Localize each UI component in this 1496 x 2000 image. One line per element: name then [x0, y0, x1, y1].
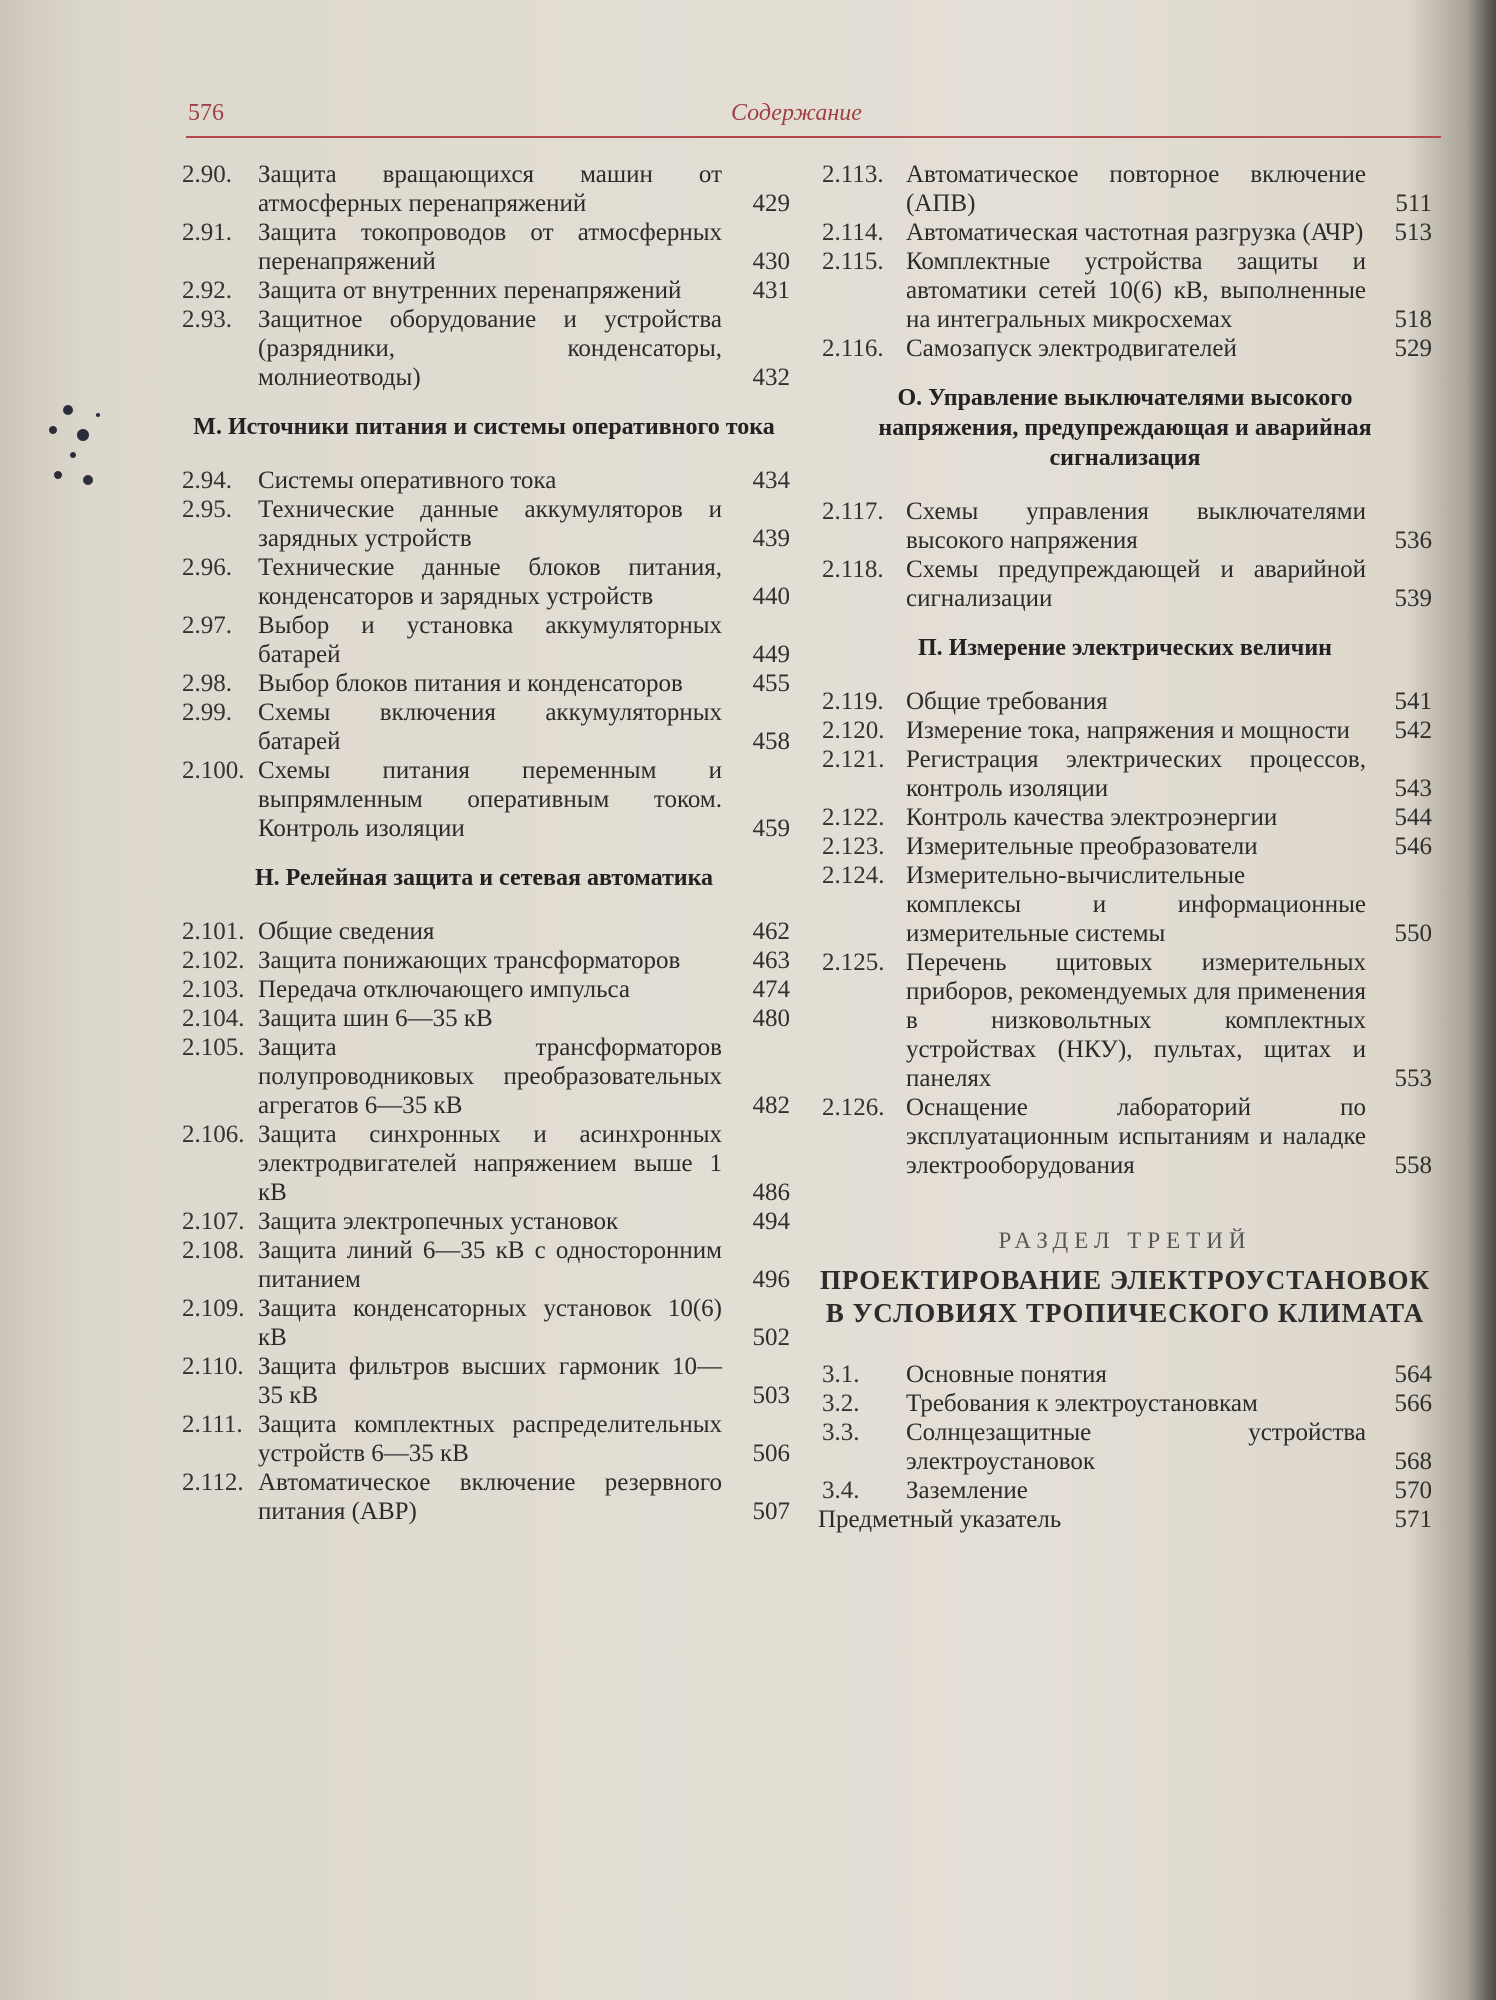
entry-page: 541 — [1394, 688, 1432, 715]
toc-entry[interactable] — [178, 975, 790, 1004]
entry-number: 2.99. — [182, 699, 232, 726]
toc-entry[interactable] — [818, 218, 1432, 247]
entry-number: 2.118. — [822, 556, 884, 583]
right-top-entries — [818, 160, 1432, 363]
toc-entry[interactable] — [818, 803, 1432, 832]
entry-page: 570 — [1394, 1477, 1432, 1504]
entry-number: 2.111. — [182, 1411, 243, 1438]
toc-entry[interactable] — [178, 1352, 790, 1410]
section-heading-m: М. Источники питания и системы оперативного тока — [193, 414, 775, 440]
part-label: РАЗДЕЛ ТРЕТИЙ — [998, 1228, 1252, 1253]
toc-entry[interactable] — [178, 1468, 790, 1526]
entry-title: Перечень щитовых измерительных приборов, рекомендуемых для применения в низковольтных комплектных устройствах (НКУ), пультах, щитах и панелях — [906, 949, 1366, 1092]
entry-title: Схемы управления выключателями высокого напряжения — [906, 498, 1366, 554]
entry-page: 566 — [1394, 1390, 1432, 1417]
entry-number: 3.3. — [822, 1419, 860, 1446]
entry-page: 558 — [1394, 1152, 1432, 1179]
toc-entry[interactable] — [818, 334, 1432, 363]
entry-page: 459 — [752, 815, 790, 842]
entry-number: 2.97. — [182, 612, 232, 639]
entry-number: 2.126. — [822, 1094, 885, 1121]
toc-right-column — [818, 160, 1432, 1534]
toc-entry[interactable] — [818, 832, 1432, 861]
entry-number: 2.106. — [182, 1121, 245, 1148]
toc-entry[interactable] — [818, 555, 1432, 613]
toc-entry[interactable] — [178, 1033, 790, 1120]
entry-page: 463 — [752, 947, 790, 974]
entry-number: 2.98. — [182, 670, 232, 697]
section-p-entries — [818, 687, 1432, 1180]
entry-page: 511 — [1395, 190, 1432, 217]
ink-stain — [28, 380, 118, 500]
entry-title: Защита трансформаторов полупроводниковых преобразовательных агрегатов 6—35 кВ — [258, 1034, 722, 1119]
entry-page: 462 — [752, 918, 790, 945]
entry-page: 432 — [752, 364, 790, 391]
entry-page: 518 — [1394, 306, 1432, 333]
entry-title: Основные понятия — [906, 1361, 1107, 1388]
entry-page: 431 — [752, 277, 790, 304]
entry-page: 529 — [1394, 335, 1432, 362]
entry-title: Защита фильтров высших гармоник 10—35 кВ — [258, 1353, 722, 1409]
entry-number: 2.104. — [182, 1005, 245, 1032]
entry-number: 2.109. — [182, 1295, 245, 1322]
toc-entry[interactable] — [178, 698, 790, 756]
entry-page: 506 — [752, 1440, 790, 1467]
toc-entry[interactable] — [178, 553, 790, 611]
entry-page: 542 — [1394, 717, 1432, 744]
toc-entry[interactable] — [178, 946, 790, 975]
entry-title: Схемы предупреждающей и аварийной сигнализации — [906, 556, 1366, 612]
entry-number: 2.117. — [822, 498, 884, 525]
entry-page: 507 — [752, 1498, 790, 1525]
part-three-entries — [818, 1360, 1432, 1505]
toc-entry[interactable] — [818, 687, 1432, 716]
index-title: Предметный указатель — [818, 1506, 1062, 1533]
toc-entry[interactable] — [818, 1389, 1432, 1418]
entry-page: 439 — [752, 525, 790, 552]
entry-number: 2.120. — [822, 717, 885, 744]
entry-number: 3.1. — [822, 1361, 860, 1388]
toc-entry[interactable] — [178, 218, 790, 276]
entry-number: 2.122. — [822, 804, 885, 831]
toc-entry[interactable] — [818, 861, 1432, 948]
entry-title: Схемы питания переменным и выпрямленным оперативным током. Контроль изоляции — [258, 757, 722, 842]
entry-page: 496 — [752, 1266, 790, 1293]
toc-entry[interactable] — [178, 495, 790, 553]
entry-title: Защита вращающихся машин от атмосферных перенапряжений — [258, 161, 722, 217]
toc-entry[interactable] — [818, 247, 1432, 334]
entry-title: Защита шин 6—35 кВ — [258, 1005, 493, 1032]
entry-title: Защита понижающих трансформаторов — [258, 947, 681, 974]
entry-number: 2.101. — [182, 918, 245, 945]
entry-page: 482 — [752, 1092, 790, 1119]
entry-title: Автоматическое повторное включение (АПВ) — [906, 161, 1366, 217]
entry-title: Общие сведения — [258, 918, 435, 945]
entry-title: Измерительные преобразователи — [906, 833, 1258, 860]
entry-page: 513 — [1394, 219, 1432, 246]
toc-entry[interactable] — [818, 745, 1432, 803]
entry-title: Солнцезащитные устройства электроустановок — [906, 1419, 1366, 1475]
entry-page: 486 — [752, 1179, 790, 1206]
index-page: 571 — [1394, 1506, 1432, 1533]
toc-entry[interactable] — [178, 611, 790, 669]
entry-title: Технические данные аккумуляторов и зарядных устройств — [258, 496, 722, 552]
entry-page: 568 — [1394, 1448, 1432, 1475]
toc-entry[interactable] — [178, 466, 790, 495]
entry-title: Технические данные блоков питания, конденсаторов и зарядных устройств — [258, 554, 722, 610]
entry-number: 2.93. — [182, 306, 232, 333]
entry-title: Защита комплектных распределительных устройств 6—35 кВ — [258, 1411, 722, 1467]
entry-title: Защита токопроводов от атмосферных перенапряжений — [258, 219, 722, 275]
section-heading-p: П. Измерение электрических величин — [918, 635, 1332, 661]
entry-title: Измерение тока, напряжения и мощности — [906, 717, 1350, 744]
toc-entry[interactable] — [818, 497, 1432, 555]
toc-entry[interactable] — [818, 1476, 1432, 1505]
section-o-entries — [818, 497, 1432, 613]
entry-page: 455 — [752, 670, 790, 697]
entry-number: 2.96. — [182, 554, 232, 581]
entry-number: 2.107. — [182, 1208, 245, 1235]
toc-entry[interactable] — [178, 305, 790, 392]
entry-number: 2.125. — [822, 949, 885, 976]
entry-page: 553 — [1394, 1065, 1432, 1092]
entry-title: Автоматическое включение резервного питания (АВР) — [258, 1469, 722, 1525]
entry-title: Схемы включения аккумуляторных батарей — [258, 699, 722, 755]
entry-number: 2.90. — [182, 161, 232, 188]
entry-number: 2.123. — [822, 833, 885, 860]
toc-entry[interactable] — [818, 1360, 1432, 1389]
entry-number: 2.92. — [182, 277, 232, 304]
entry-page: 480 — [752, 1005, 790, 1032]
entry-number: 2.115. — [822, 248, 884, 275]
entry-number: 2.94. — [182, 467, 232, 494]
entry-page: 543 — [1394, 775, 1432, 802]
entry-number: 2.119. — [822, 688, 884, 715]
entry-number: 2.102. — [182, 947, 245, 974]
entry-number: 2.110. — [182, 1353, 244, 1380]
entry-title: Защита конденсаторных установок 10(6) кВ — [258, 1295, 722, 1351]
section-m-entries — [178, 466, 790, 843]
toc-entry[interactable] — [178, 917, 790, 946]
entry-page: 536 — [1394, 527, 1432, 554]
entry-page: 502 — [752, 1324, 790, 1351]
toc-entry[interactable] — [178, 160, 790, 218]
toc-entry[interactable] — [818, 1093, 1432, 1180]
toc-entry[interactable] — [818, 716, 1432, 745]
toc-entry[interactable] — [178, 1120, 790, 1207]
toc-entry[interactable] — [178, 1236, 790, 1294]
entry-title: Контроль качества электроэнергии — [906, 804, 1278, 831]
entry-title: Оснащение лабораторий по эксплуатационным испытаниям и наладке электрооборудования — [906, 1094, 1366, 1179]
entry-page: 434 — [752, 467, 790, 494]
toc-entry[interactable] — [178, 756, 790, 843]
toc-entry[interactable] — [818, 1418, 1432, 1476]
section-heading-n: Н. Релейная защита и сетевая автоматика — [254, 865, 714, 891]
entry-title: Измерительно-вычислительные комплексы и информационные измерительные системы — [906, 862, 1366, 947]
entry-title: Требования к электроустановкам — [906, 1390, 1258, 1417]
entry-page: 494 — [752, 1208, 790, 1235]
entry-title: Автоматическая частотная разгрузка (АЧР) — [906, 219, 1364, 246]
entry-page: 546 — [1394, 833, 1432, 860]
toc-entry[interactable] — [178, 1207, 790, 1236]
entry-title: Выбор блоков питания и конденсаторов — [258, 670, 683, 697]
entry-title: Системы оперативного тока — [258, 467, 557, 494]
toc-entry[interactable] — [818, 160, 1432, 218]
entry-number: 2.105. — [182, 1034, 245, 1061]
index-entry[interactable] — [818, 1505, 1432, 1534]
entry-title: Защита синхронных и асинхронных электродвигателей напряжением выше 1 кВ — [258, 1121, 722, 1206]
entry-number: 2.113. — [822, 161, 884, 188]
entry-page: 503 — [752, 1382, 790, 1409]
entry-title: Комплектные устройства защиты и автоматики сетей 10(6) кВ, выполненные на интегральных микросхемах — [906, 248, 1366, 333]
toc-entry[interactable] — [178, 1410, 790, 1468]
entry-number: 3.2. — [822, 1390, 860, 1417]
entry-page: 539 — [1394, 585, 1432, 612]
entry-number: 2.100. — [182, 757, 245, 784]
entry-title: Регистрация электрических процессов, контроль изоляции — [906, 746, 1366, 802]
entry-page: 544 — [1394, 804, 1432, 831]
entry-title: Защита от внутренних перенапряжений — [258, 277, 682, 304]
toc-left-column — [178, 160, 790, 1526]
entry-title: Самозапуск электродвигателей — [906, 335, 1237, 362]
section-n-entries — [178, 917, 790, 1526]
section-heading-o: О. Управление выключателями высокого напряжения, предупреждающая и аварийная сигнализация — [878, 385, 1372, 471]
toc-entry[interactable] — [178, 1294, 790, 1352]
page-header — [186, 96, 1441, 138]
left-top-entries — [178, 160, 790, 392]
entry-number: 2.103. — [182, 976, 245, 1003]
toc-entry[interactable] — [178, 276, 790, 305]
entry-page: 458 — [752, 728, 790, 755]
entry-number: 2.91. — [182, 219, 232, 246]
toc-entry[interactable] — [818, 948, 1432, 1093]
entry-number: 2.95. — [182, 496, 232, 523]
entry-title: Защитное оборудование и устройства (разрядники, конденсаторы, молниеотводы) — [258, 306, 722, 391]
entry-number: 2.108. — [182, 1237, 245, 1264]
entry-number: 2.121. — [822, 746, 885, 773]
running-title: Содержание — [731, 100, 862, 126]
toc-entry[interactable] — [178, 669, 790, 698]
entry-page: 474 — [752, 976, 790, 1003]
entry-page: 449 — [752, 641, 790, 668]
entry-title: Передача отключающего импульса — [258, 976, 631, 1003]
entry-page: 429 — [752, 190, 790, 217]
entry-number: 2.116. — [822, 335, 884, 362]
toc-entry[interactable] — [178, 1004, 790, 1033]
entry-number: 2.114. — [822, 219, 884, 246]
entry-title: Защита электропечных установок — [258, 1208, 619, 1235]
entry-page: 564 — [1394, 1361, 1432, 1388]
entry-title: Общие требования — [906, 688, 1108, 715]
entry-title: Защита линий 6—35 кВ с односторонним питанием — [258, 1237, 722, 1293]
entry-title: Заземление — [906, 1477, 1028, 1504]
entry-number: 3.4. — [822, 1477, 860, 1504]
entry-page: 430 — [752, 248, 790, 275]
entry-number: 2.124. — [822, 862, 885, 889]
page-number: 576 — [188, 100, 224, 126]
entry-title: Выбор и установка аккумуляторных батарей — [258, 612, 722, 668]
entry-page: 550 — [1394, 920, 1432, 947]
entry-number: 2.112. — [182, 1469, 244, 1496]
part-title: ПРОЕКТИРОВАНИЕ ЭЛЕКТРОУСТАНОВОК В УСЛОВИЯХ ТРОПИЧЕСКОГО КЛИМАТА — [819, 1265, 1431, 1328]
entry-page: 440 — [752, 583, 790, 610]
